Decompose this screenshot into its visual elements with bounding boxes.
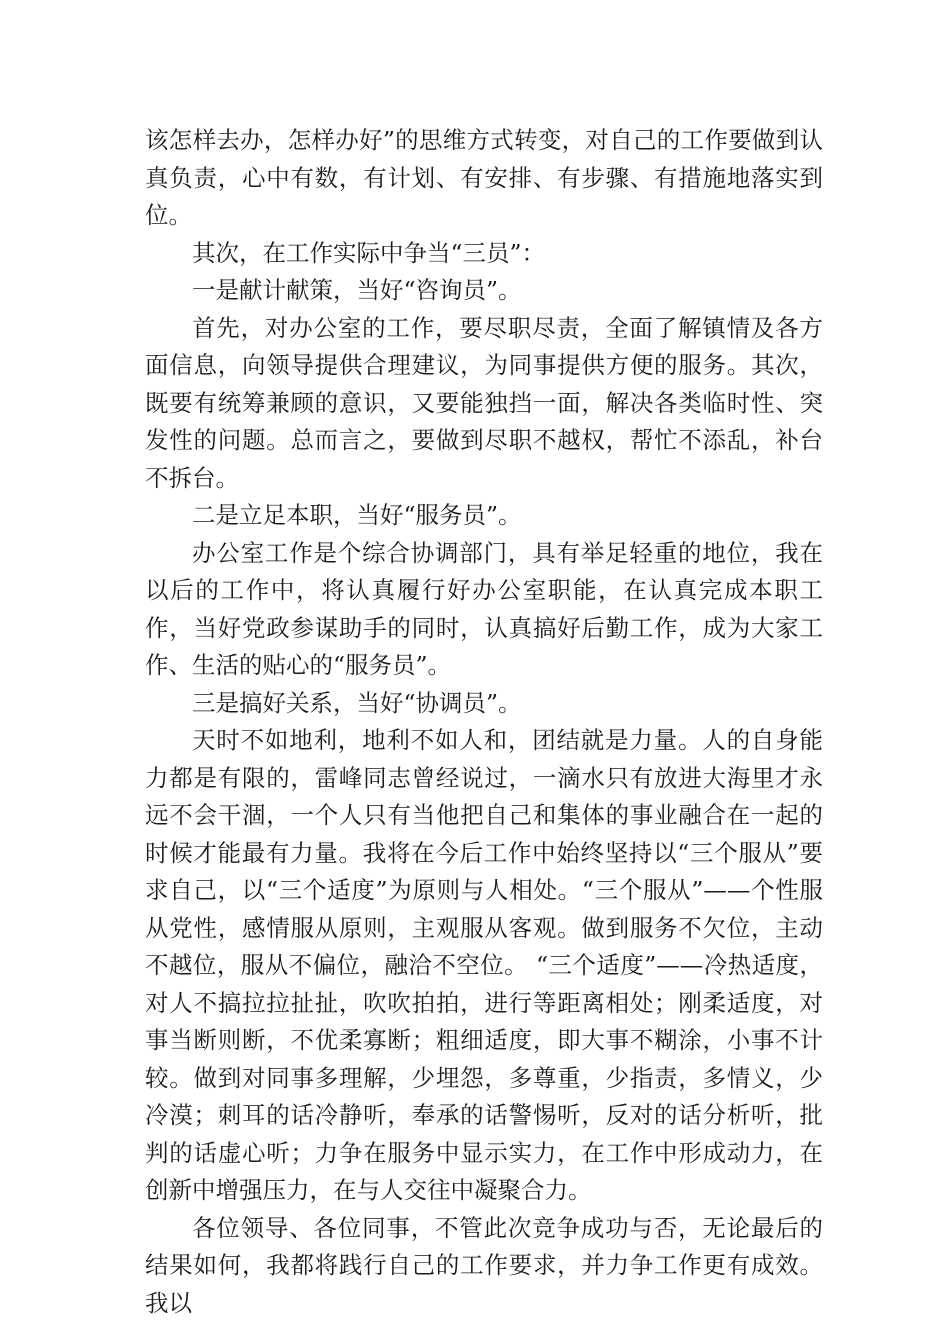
heading-coordinator: 三是搞好关系，当好“协调员”。	[192, 688, 522, 717]
heading-service: 二是立足本职，当好“服务员”。	[192, 501, 522, 529]
paragraph-coordinator: 天时不如地利，地利不如人和，团结就是力量。人的自身能力都是有限的，雷峰同志曾经说过，一滴水只有放进大海里才永远不会干涸，一个人只有当他把自己和集体的事业融合在一起的时候才能最有力量。我将在今后工作中始终坚持以“三个服从”要求自己，以“三个适度”为原则与人相处。“三个服从”——个性服从党性，感情服从原则，主观服从客观。做到服务不欠位，主动不越位，服从不偏位，融洽不空位。 “三个适度”——冷热适度，对人不搞拉拉扯扯，吹吹拍拍，进行等距离相处；刚柔适度，对事当断则断，不优柔寡断；粗细适度，即大事不糊涂，小事不计较。做到对同事多理解，少埋怨，多尊重，少指责，多情义，少冷漠；刺耳的话冷静听，奉承的话警惕听，反对的话分析听，批判的话虚心听；力争在服务中显示实力，在工作中形成动力，在创新中增强压力，在与人交往中凝聚合力。	[145, 726, 823, 1204]
paragraph-service: 办公室工作是个综合协调部门，具有举足轻重的地位，我在以后的工作中，将认真履行好办公室职能，在认真完成本职工作，当好党政参谋助手的同时，认真搞好后勤工作，成为大家工作、生活的贴心的“服务员”。	[145, 538, 823, 679]
document-body	[145, 122, 823, 1322]
paragraph-continuation: 该怎样去办，怎样办好”的思维方式转变，对自己的工作要做到认真负责，心中有数，有计划、有安排、有步骤、有措施地落实到位。	[145, 126, 823, 229]
paragraph-consultant: 首先，对办公室的工作，要尽职尽责，全面了解镇情及各方面信息，向领导提供合理建议，为同事提供方便的服务。其次，既要有统筹兼顾的意识，又要能独挡一面，解决各类临时性、突发性的问题。总而言之，要做到尽职不越权，帮忙不添乱，补台不拆台。	[145, 313, 823, 492]
heading-consultant: 一是献计献策，当好“咨询员”。	[192, 276, 522, 304]
paragraph-three-roles-intro: 其次，在工作实际中争当“三员”：	[192, 238, 546, 267]
paragraph-closing: 各位领导、各位同事，不管此次竞争成功与否，无论最后的结果如何，我都将践行自己的工作要求，并力争工作更有成效。我以	[145, 1213, 823, 1317]
